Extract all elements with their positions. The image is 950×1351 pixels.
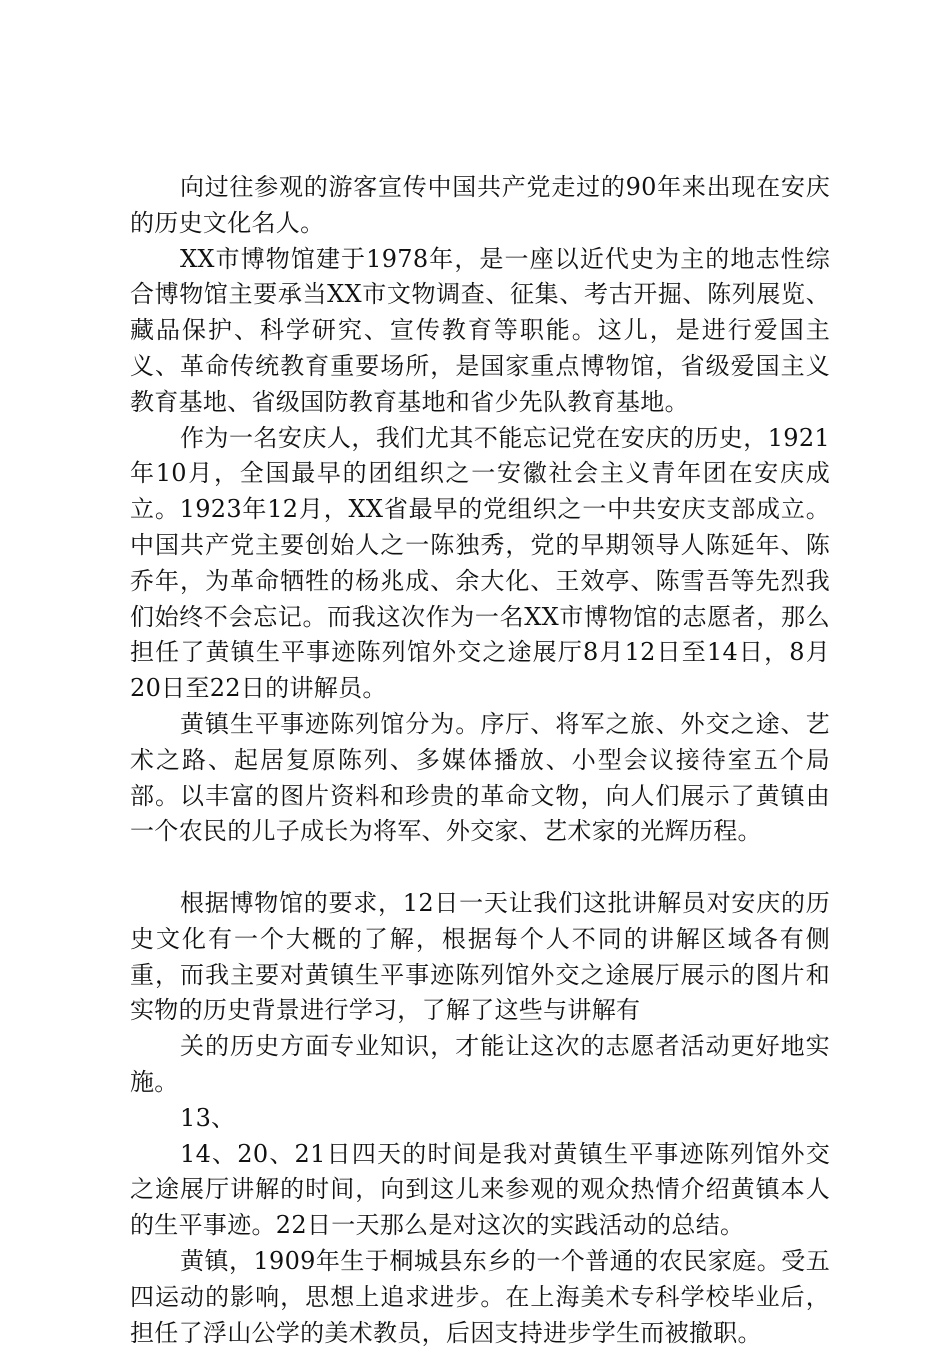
paragraph-training-continued: 关的历史方面专业知识，才能让这次的志愿者活动更好地实施。 bbox=[130, 1032, 830, 1096]
paragraph-museum-intro: XX市博物馆建于1978年，是一座以近代史为主的地志性综合博物馆主要承当XX市文物调查、征集、考古开掘、陈列展览、藏品保护、科学研究、宣传教育等职能。这儿，是进行爱国主义、革命传统教育重要场所，是国家重点博物馆，省级爱国主义教育基地、省级国防教育基地和省少先队教育基地。 bbox=[130, 244, 830, 416]
paragraph-exhibition-halls: 黄镇生平事迹陈列馆分为。序厅、将军之旅、外交之途、艺术之路、起居复原陈列、多媒体播放、小型会议接待室五个局部。以丰富的图片资料和珍贵的革命文物，向人们展示了黄镇由一个农民的儿子成长为将军、外交家、艺术家的光辉历程。 bbox=[130, 709, 830, 846]
document-body bbox=[130, 170, 830, 1351]
paragraph-visitors: 向过往参观的游客宣传中国共产党走过的90年来出现在安庆的历史文化名人。 bbox=[130, 173, 830, 237]
paragraph-party-history: 作为一名安庆人，我们尤其不能忘记党在安庆的历史，1921年10月，全国最早的团组织之一安徽社会主义青年团在安庆成立。1923年12月，XX省最早的党组织之一中共安庆支部成立。中国共产党主要创始人之一陈独秀，党的早期领导人陈延年、陈乔年，为革命牺牲的杨兆成、余大化、王效亭、陈雪吾等先烈我们始终不会忘记。而我这次作为一名XX市博物馆的志愿者，那么担任了黄镇生平事迹陈列馆外交之途展厅8月12日至14日，8月20日至22日的讲解员。 bbox=[130, 423, 830, 703]
paragraph-gap bbox=[130, 850, 830, 886]
paragraph-guiding-days: 14、20、21日四天的时间是我对黄镇生平事迹陈列馆外交之途展厅讲解的时间，向到这儿来参观的观众热情介绍黄镇本人的生平事迹。22日一天那么是对这次的实践活动的总结。 bbox=[130, 1139, 830, 1240]
paragraph-date-13: 13、 bbox=[180, 1103, 236, 1132]
paragraph-huang-zhen-bio: 黄镇，1909年生于桐城县东乡的一个普通的农民家庭。受五四运动的影响，思想上追求进步。在上海美术专科学校毕业后，担任了浮山公学的美术教员，后因支持进步学生而被撤职。 bbox=[130, 1246, 830, 1347]
paragraph-training: 根据博物馆的要求，12日一天让我们这批讲解员对安庆的历史文化有一个大概的了解，根据每个人不同的讲解区域各有侧重，而我主要对黄镇生平事迹陈列馆外交之途展厅展示的图片和实物的历史背景进行学习，了解了这些与讲解有 bbox=[130, 888, 830, 1025]
